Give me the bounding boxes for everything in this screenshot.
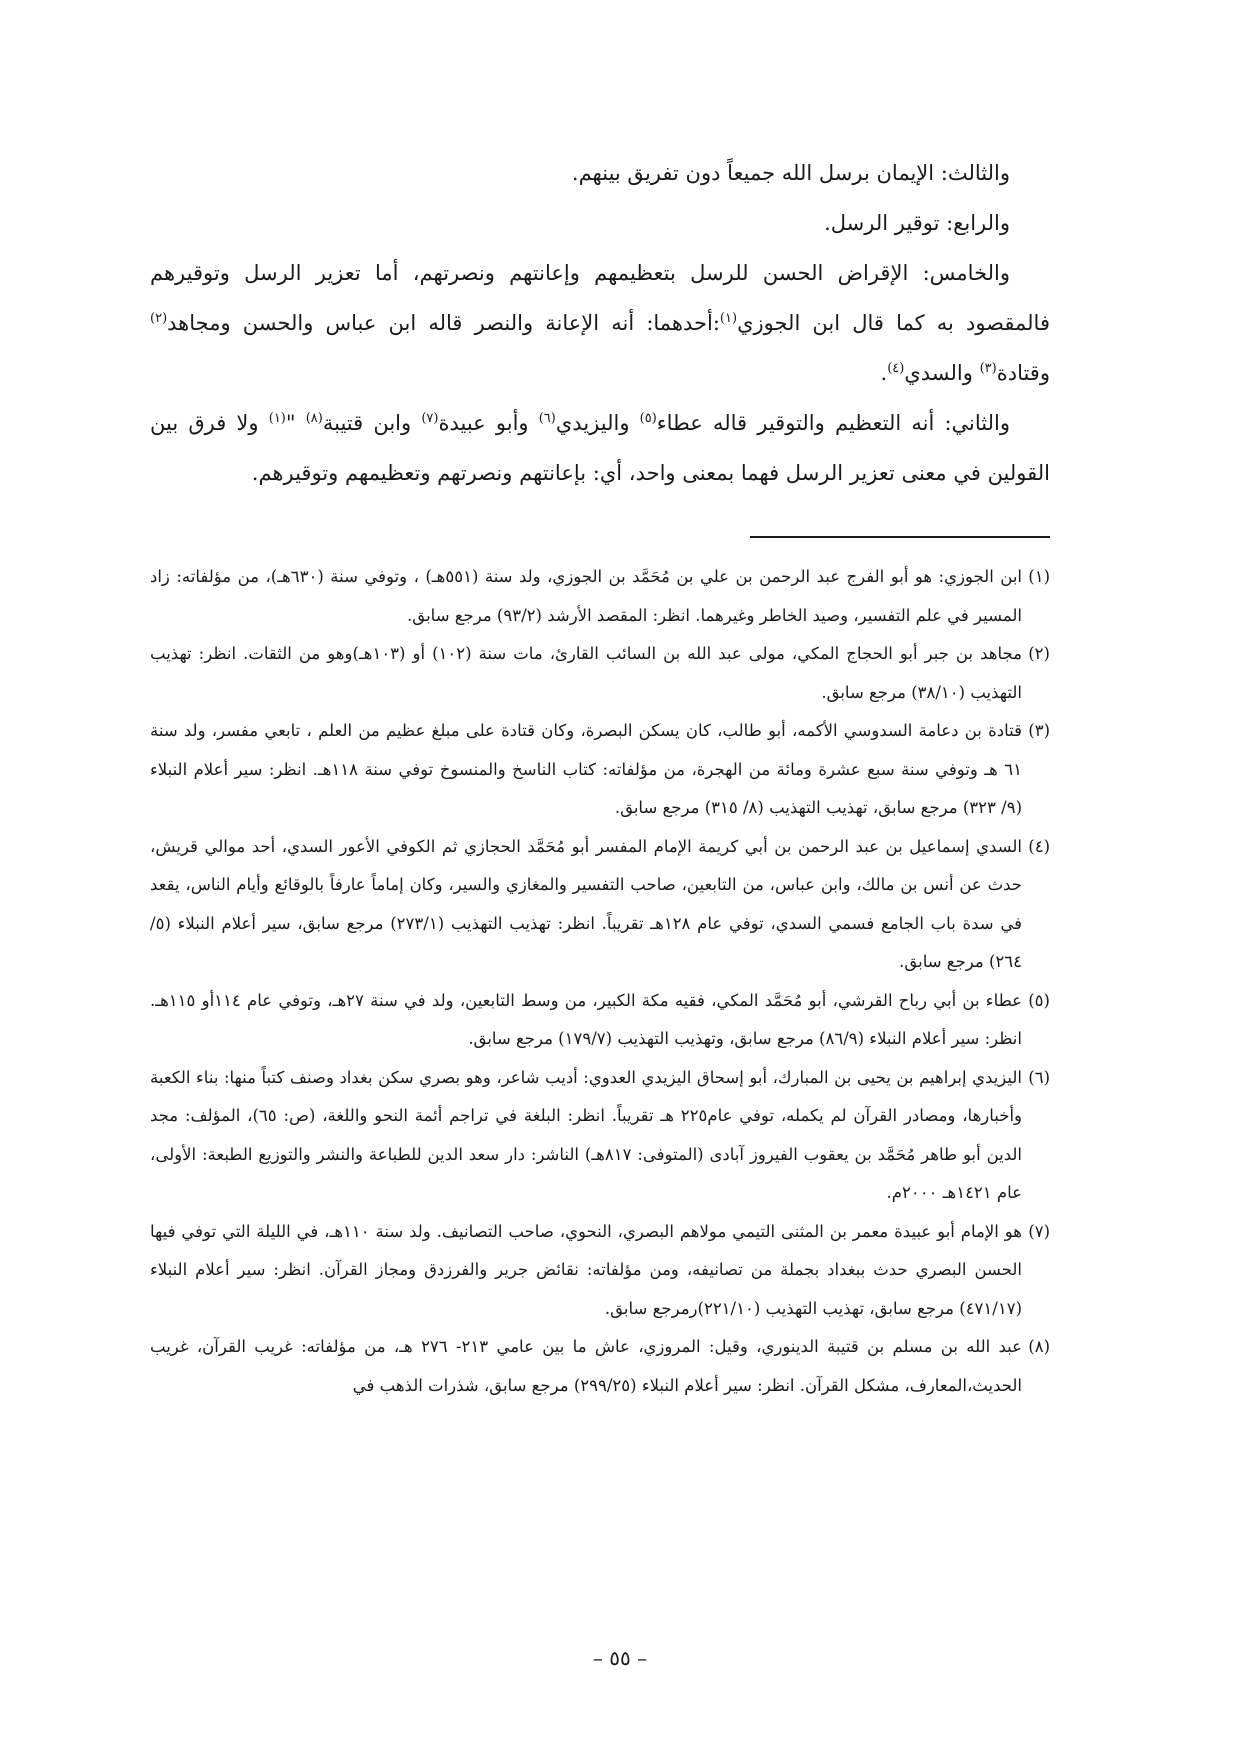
footnote-ref[interactable]: (١) — [268, 411, 286, 426]
text-run: . — [880, 361, 888, 385]
footnote-ref[interactable]: (٣) — [979, 361, 997, 376]
footnote-ref[interactable]: (٢) — [150, 311, 168, 326]
footnote-number: (١) — [1028, 567, 1050, 586]
footnote-text: مجاهد بن جبر أبو الحجاج المكي، مولى عبد الله بن السائب القارئ، مات سنة (١٠٢) أو (١٠٣هـ)وهو من الثقات. انظر: تهذيب التهذيب (٣٨/١٠) مرجع سابق. — [150, 644, 1022, 702]
footnote-number: (٧) — [1028, 1221, 1051, 1241]
text-run: والثاني: أنه التعظيم والتوقير قاله عطاء — [656, 411, 1011, 435]
text-run: " — [285, 411, 306, 435]
footnote-ref[interactable]: (٧) — [421, 411, 439, 426]
footnote-text: عبد الله بن مسلم بن قتيبة الدينوري، وقيل: المروزي، عاش ما بين عامي ٢١٣- ٢٧٦ هـ، من مؤلفاته: غريب القرآن، غريب الحديث،المعارف، مشكل القرآن. انظر: سير أعلام النبلاء (٢٩٩/٢٥) مرجع سابق، شذرات الذهب في — [150, 1337, 1022, 1395]
text-run: وقتادة — [996, 361, 1050, 385]
footnote-text: ابن الجوزي: هو أبو الفرج عبد الرحمن بن علي بن مُحَمَّد بن الجوزي، ولد سنة (٥٥١هـ) ، وتوفي سنة (٦٣٠هـ)، من مؤلفاته: زاد المسير في علم التفسير، وصيد الخاطر وغيرهما. انظر: المقصد الأرشد (٩٣/٢) مرجع سابق. — [150, 567, 1022, 625]
footnote-ref[interactable]: (٦) — [538, 411, 556, 426]
footnote — [150, 558, 1050, 635]
text-run: واليزيدي — [555, 411, 640, 435]
paragraph-1: والثالث: الإيمان برسل الله جميعاً دون تفريق بينهم. — [571, 161, 1010, 185]
paragraph-4 — [150, 398, 1050, 498]
main-text — [150, 148, 1050, 498]
page — [150, 148, 1050, 1754]
footnote-number: (٨) — [1028, 1337, 1050, 1356]
text-run: :أحدهما: أنه الإعانة والنصر قاله ابن عباس والحسن ومجاهد — [167, 311, 720, 335]
text-run: ولا فرق بين القولين في معنى تعزير الرسل فهما بمعنى واحد، أي: بإعانتهم ونصرتهم وتعظيمهم وتوقيرهم. — [150, 411, 1050, 485]
paragraph-3 — [150, 248, 1050, 398]
footnote-separator — [750, 536, 1050, 538]
footnote — [150, 828, 1050, 982]
text-run: وأبو عبيدة — [438, 411, 539, 435]
footnote-text: هو الإمام أبو عبيدة معمر بن المثنى التيمي مولاهم البصري، النحوي، صاحب التصانيف. ولد سنة ١١٠هـ، في الليلة التي توفي فيها الحسن البصري حدث ببغداد بجملة من تصانيفه، ومن مؤلفاته: نقائض جرير والفرزدق ومجاز القرآن. انظر: سير أعلام النبلاء (٤٧١/١٧) مرجع سابق، تهذيب التهذيب (٢٢١/١٠)رمرجع سابق. — [150, 1221, 1023, 1318]
footnote — [150, 1213, 1050, 1329]
footnote — [150, 1059, 1050, 1213]
footnote — [150, 1328, 1050, 1405]
footnotes — [150, 558, 1050, 1405]
footnote — [150, 635, 1050, 712]
footnote-text: عطاء بن أبي رباح القرشي، أبو مُحَمَّد المكي، فقيه مكة الكبير، من وسط التابعين، ولد في سنة ٢٧هـ، وتوفي عام ١١٤أو ١١٥هـ. انظر: سير أعلام النبلاء (٨٦/٩) مرجع سابق، وتهذيب التهذيب (١٧٩/٧) مرجع سابق. — [150, 990, 1022, 1048]
footnote-number: (٢) — [1028, 644, 1050, 663]
footnote — [150, 982, 1050, 1059]
footnote-text: قتادة بن دعامة السدوسي الأكمه، أبو طالب، كان يسكن البصرة، وكان قتادة على مبلغ عظيم من العلم ، تابعي مفسر، ولد سنة ٦١ هـ وتوفي سنة سبع عشرة ومائة من الهجرة، من مؤلفاته: كتاب الناسخ والمنسوخ توفي سنة ١١٨هـ. انظر: سير أعلام النبلاء (٩/ ٣٢٣) مرجع سابق، تهذيب التهذيب (٨/ ٣١٥) مرجع سابق. — [150, 721, 1022, 817]
text-run: والخامس: الإقراض الحسن للرسل بتعظيمهم وإعانتهم ونصرتهم، أما تعزير الرسل وتوقيرهم فالمقصود به كما قال ابن الجوزي — [150, 261, 1050, 335]
page-number: – ٥٥ – — [592, 1646, 648, 1670]
text-run: وابن قتيبة — [322, 411, 422, 435]
paragraph-2: والرابع: توقير الرسل. — [824, 211, 1010, 235]
footnote — [150, 712, 1050, 828]
footnote-number: (٦) — [1028, 1067, 1050, 1087]
footnote-number: (٥) — [1028, 990, 1050, 1010]
footnote-ref[interactable]: (٤) — [887, 361, 905, 376]
footnote-ref[interactable]: (٨) — [305, 411, 323, 426]
footnote-number: (٣) — [1028, 721, 1050, 740]
footnote-ref[interactable]: (١) — [719, 311, 738, 326]
footnote-number: (٤) — [1028, 836, 1050, 856]
footnote-ref[interactable]: (٥) — [639, 411, 657, 426]
text-run: والسدي — [904, 361, 980, 385]
footnote-text: اليزيدي إبراهيم بن يحيى بن المبارك، أبو إسحاق اليزيدي العدوي: أديب شاعر، وهو بصري سكن بغداد وصنف كتباً منها: بناء الكعبة وأخبارها، ومصادر القرآن لم يكمله، توفي عام٢٢٥ هـ تقريباً. انظر: البلغة في تراجم أئمة النحو واللغة، (ص: ٦٥)، المؤلف: مجد الدين أبو طاهر مُحَمَّد بن يعقوب الفيروز آبادى (المتوفى: ٨١٧هـ) الناشر: دار سعد الدين للطباعة والنشر والتوزيع الطبعة: الأولى، عام ١٤٢١هـ ٢٠٠٠م. — [150, 1067, 1022, 1202]
footnote-text: السدي إسماعيل بن عبد الرحمن بن أبي كريمة الإمام المفسر أبو مُحَمَّد الحجازي ثم الكوفي الأعور السدي، أحد موالي قريش، حدث عن أنس بن مالك، وابن عباس، من التابعين، صاحب التفسير والمغازي والسير، وكان إماماً عارفاً بالوقائع وأيام الناس، يقعد في سدة باب الجامع فسمي السدي، توفي عام ١٢٨هـ تقريباً. انظر: تهذيب التهذيب (٢٧٣/١) مرجع سابق، سير أعلام النبلاء (٥/ ٢٦٤) مرجع سابق. — [150, 836, 1022, 971]
